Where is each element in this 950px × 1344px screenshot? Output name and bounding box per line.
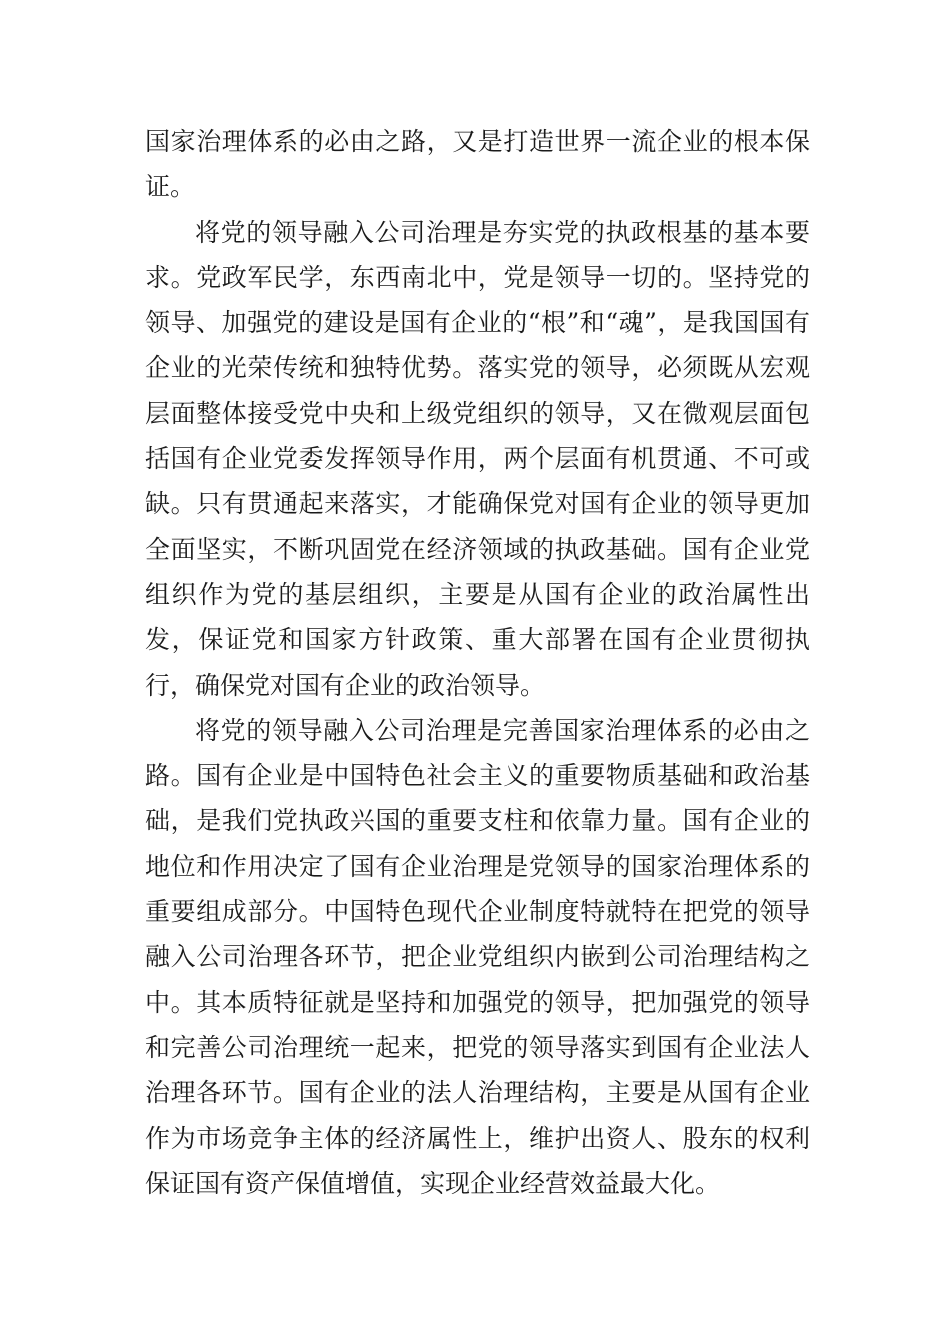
document-page xyxy=(145,119,810,1206)
paragraph-continuation: 国家治理体系的必由之路，又是打造世界一流企业的根本保证。 xyxy=(145,127,810,202)
paragraph-party-leadership-foundation: 将党的领导融入公司治理是夯实党的执政根基的基本要求。党政军民学，东西南北中，党是领导一切的。坚持党的领导、加强党的建设是国有企业的“根”和“魂”，是我国国有企业的光荣传统和独特优势。落实党的领导，必须既从宏观层面整体接受党中央和上级党组织的领导，又在微观层面包括国有企业党委发挥领导作用，两个层面有机贯通、不可或缺。只有贯通起来落实，才能确保党对国有企业的领导更加全面坚实，不断巩固党在经济领域的执政基础。国有企业党组织作为党的基层组织，主要是从国有企业的政治属性出发，保证党和国家方针政策、重大部署在国有企业贯彻执行，确保党对国有企业的政治领导。 xyxy=(145,217,810,700)
paragraph-national-governance: 将党的领导融入公司治理是完善国家治理体系的必由之路。国有企业是中国特色社会主义的重要物质基础和政治基础，是我们党执政兴国的重要支柱和依靠力量。国有企业的地位和作用决定了国有企业治理是党领导的国家治理体系的重要组成部分。中国特色现代企业制度特就特在把党的领导融入公司治理各环节，把企业党组织内嵌到公司治理结构之中。其本质特征就是坚持和加强党的领导，把加强党的领导和完善公司治理统一起来，把党的领导落实到国有企业法人治理各环节。国有企业的法人治理结构，主要是从国有企业作为市场竞争主体的经济属性上，维护出资人、股东的权利保证国有资产保值增值，实现企业经营效益最大化。 xyxy=(145,715,810,1198)
